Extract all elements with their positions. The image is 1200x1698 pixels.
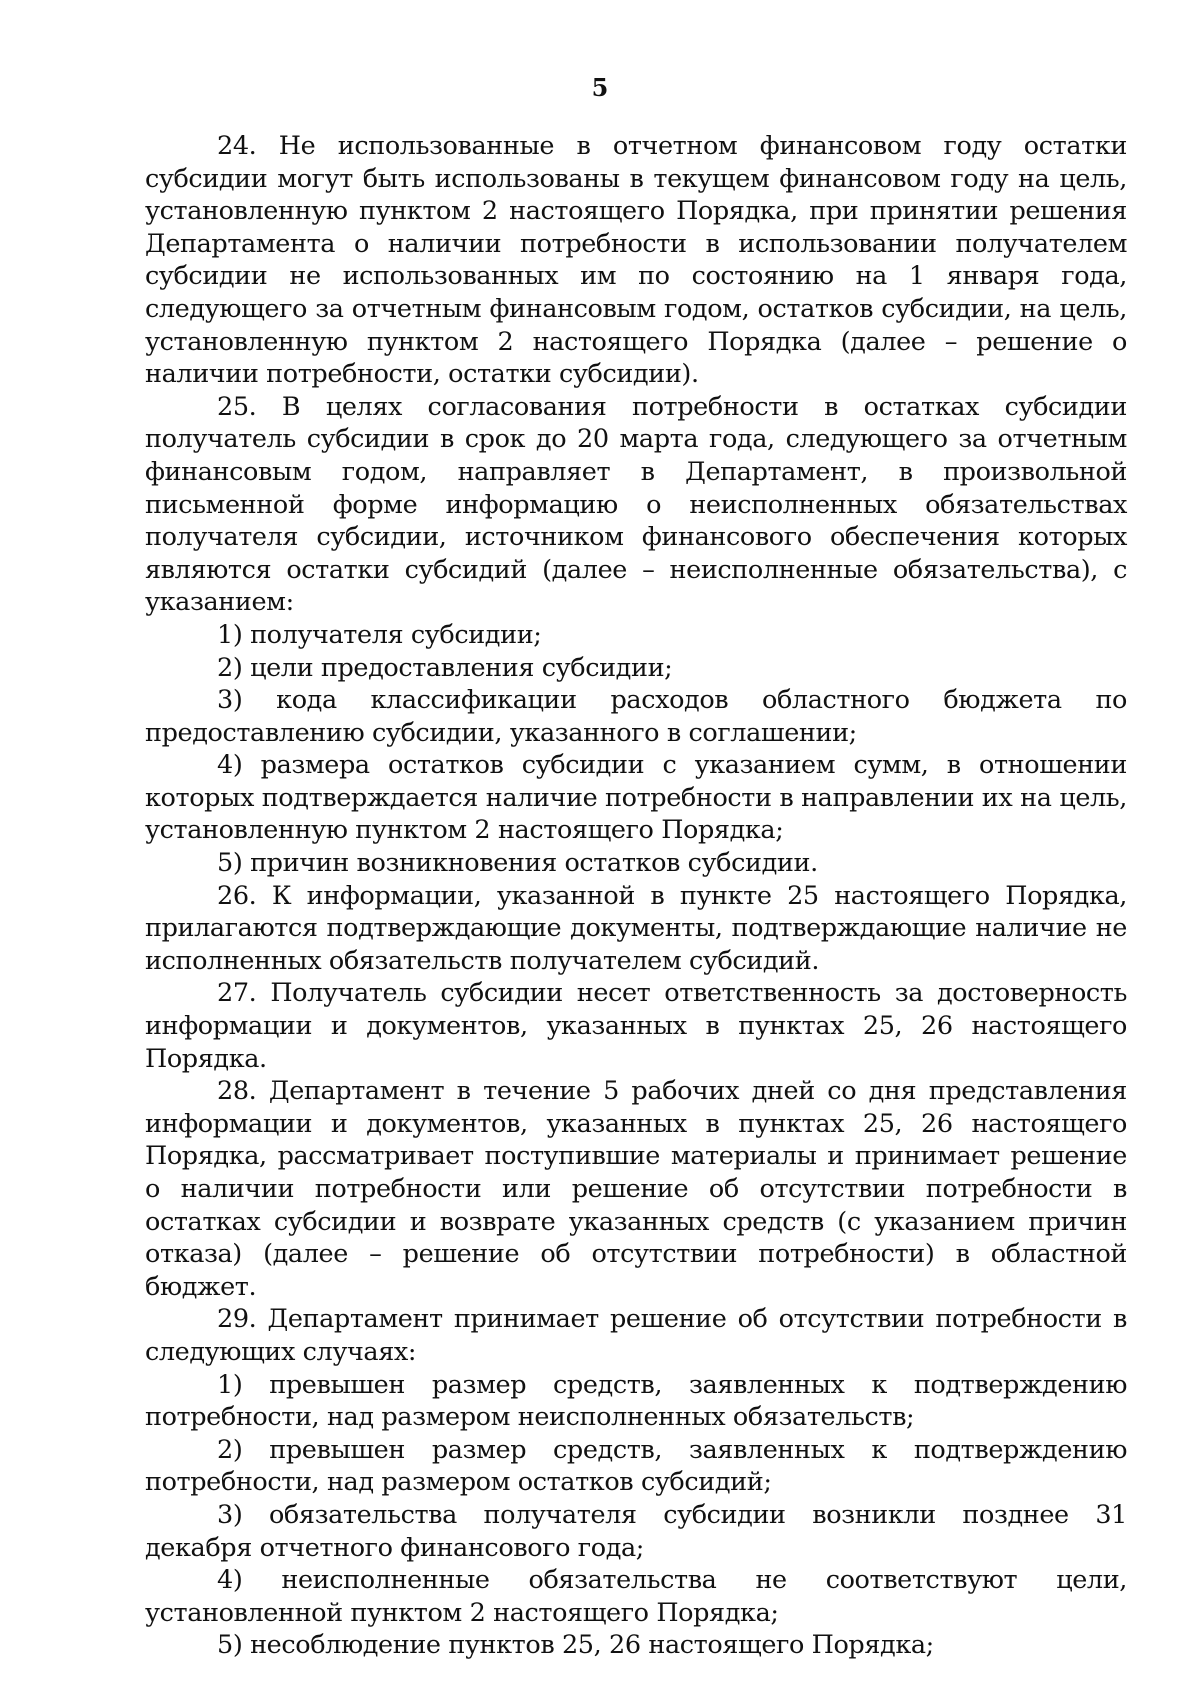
- list-item: 3) кода классификации расходов областного бюджета по предоставлению субсидии, указанного в соглашении;: [145, 685, 1127, 748]
- list-item: 1) превышен размер средств, заявленных к подтверждению потребности, над размером неисполненных обязательств;: [145, 1369, 1127, 1433]
- list-item: 2) превышен размер средств, заявленных к подтверждению потребности, над размером остатков субсидий;: [145, 1434, 1127, 1498]
- list-item: 5) несоблюдение пунктов 25, 26 настоящего Порядка;: [217, 1630, 934, 1661]
- page-number: 5: [591, 73, 609, 102]
- list-item: 4) размера остатков субсидии с указанием сумм, в отношении которых подтверждается наличие потребности в направлении их на цель, установленную пунктом 2 настоящего Порядка;: [145, 750, 1127, 846]
- paragraph-28: 28. Департамент в течение 5 рабочих дней со дня представления информации и документов, указанных в пунктах 25, 26 настоящего Порядка, рассматривает поступившие материалы и принимает решение о наличии потребности или решение об отсутствии потребности в остатках субсидии и возврате указанных средств (с указанием причин отказа) (далее – решение об отсутствии потребности) в областной бюджет.: [145, 1076, 1127, 1302]
- list-item: 5) причин возникновения остатков субсидии.: [217, 848, 818, 879]
- paragraph-25: 25. В целях согласования потребности в остатках субсидии получатель субсидии в срок до 20 марта года, следующего за отчетным финансовым годом, направляет в Департамент, в произвольной письменной форме информацию о неисполненных обязательствах получателя субсидии, источником финансового обеспечения которых являются остатки субсидий (далее – неисполненные обязательства), с указанием:: [145, 391, 1127, 618]
- paragraph-24: 24. Не использованные в отчетном финансовом году остатки субсидии могут быть использованы в текущем финансовом году на цель, установленную пунктом 2 настоящего Порядка, при принятии решения Департамента о наличии потребности в использовании получателем субсидии не использованных им по состоянию на 1 января года, следующего за отчетным финансовым годом, остатков субсидии, на цель, установленную пунктом 2 настоящего Порядка (далее – решение о наличии потребности, остатки субсидии).: [145, 131, 1127, 390]
- paragraph-26: 26. К информации, указанной в пункте 25 настоящего Порядка, прилагаются подтверждающие документы, подтверждающие наличие не исполненных обязательств получателем субсидий.: [145, 880, 1127, 976]
- paragraph-29: 29. Департамент принимает решение об отсутствии потребности в следующих случаях:: [145, 1304, 1127, 1367]
- document-body: [145, 130, 1127, 1662]
- list-item: 1) получателя субсидии;: [217, 619, 542, 650]
- list-item: 4) неисполненные обязательства не соответствуют цели, установленной пунктом 2 настоящего Порядка;: [145, 1565, 1127, 1628]
- list-item: 2) цели предоставления субсидии;: [217, 652, 673, 683]
- list-item: 3) обязательства получателя субсидии возникли позднее 31 декабря отчетного финансового года;: [145, 1499, 1127, 1563]
- paragraph-27: 27. Получатель субсидии несет ответственность за достоверность информации и документов, указанных в пунктах 25, 26 настоящего Порядка.: [145, 978, 1127, 1074]
